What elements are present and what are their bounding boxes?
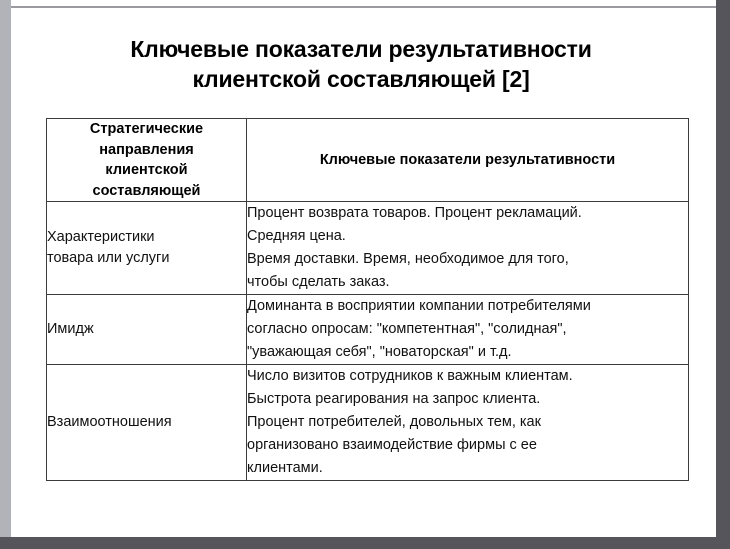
row-kpi-line-1: Процент возврата товаров. Процент рекламаций.	[247, 205, 582, 221]
row-kpi-line-3: Процент потребителей, довольных тем, как	[247, 414, 541, 430]
column-header-line-1: Стратегические	[89, 121, 204, 137]
row-kpi-line-1: Число визитов сотрудников к важным клиентам.	[247, 368, 573, 384]
kpi-table	[46, 118, 689, 481]
column-header-strategic-directions	[47, 119, 247, 202]
row-kpi-line-4: чтобы сделать заказ.	[247, 274, 390, 290]
slide-frame-right-edge	[716, 0, 730, 549]
slide-frame-left-edge	[0, 0, 11, 549]
row-kpi-line-2: Средняя цена.	[247, 228, 346, 244]
column-header-line-4: составляющей	[92, 182, 201, 199]
page-title	[31, 34, 691, 94]
row-kpi-line-4: организовано взаимодействие фирмы с ее	[247, 437, 537, 453]
row-direction-line-1: Имидж	[47, 321, 94, 337]
row-kpi-cell	[247, 365, 689, 481]
table-header-row	[47, 119, 689, 202]
row-direction-line-2: товара или услуги	[47, 250, 170, 266]
page-title-line-1: Ключевые показатели результативности	[130, 36, 592, 62]
column-header-line-3: клиентской	[105, 162, 188, 178]
row-kpi-cell	[247, 202, 689, 295]
row-kpi-line-1: Доминанта в восприятии компании потребителями	[247, 298, 591, 314]
row-kpi-line-3: "уважающая себя", "новаторская" и т.д.	[247, 344, 512, 360]
row-kpi-line-3: Время доставки. Время, необходимое для того,	[247, 251, 569, 267]
slide-frame-bottom-edge	[0, 537, 730, 549]
kpi-table-head	[47, 119, 689, 202]
table-row	[47, 365, 689, 481]
row-kpi-cell	[247, 295, 689, 365]
slide-canvas	[11, 8, 716, 537]
row-direction-line-1: Взаимоотношения	[47, 414, 172, 430]
row-direction-cell	[47, 295, 247, 365]
row-direction-cell	[47, 365, 247, 481]
column-header-line-2: направления	[99, 141, 194, 158]
row-kpi-line-2: Быстрота реагирования на запрос клиента.	[247, 391, 541, 407]
column-header-kpi: Ключевые показатели результативности	[247, 119, 689, 202]
table-row	[47, 202, 689, 295]
row-kpi-line-2: согласно опросам: "компетентная", "солидная",	[247, 321, 567, 337]
page-title-line-2: клиентской составляющей [2]	[192, 66, 530, 92]
row-direction-cell	[47, 202, 247, 295]
row-kpi-line-5: клиентами.	[247, 460, 323, 476]
row-direction-line-1: Характеристики	[47, 229, 155, 245]
table-row	[47, 295, 689, 365]
kpi-table-body	[47, 202, 689, 481]
